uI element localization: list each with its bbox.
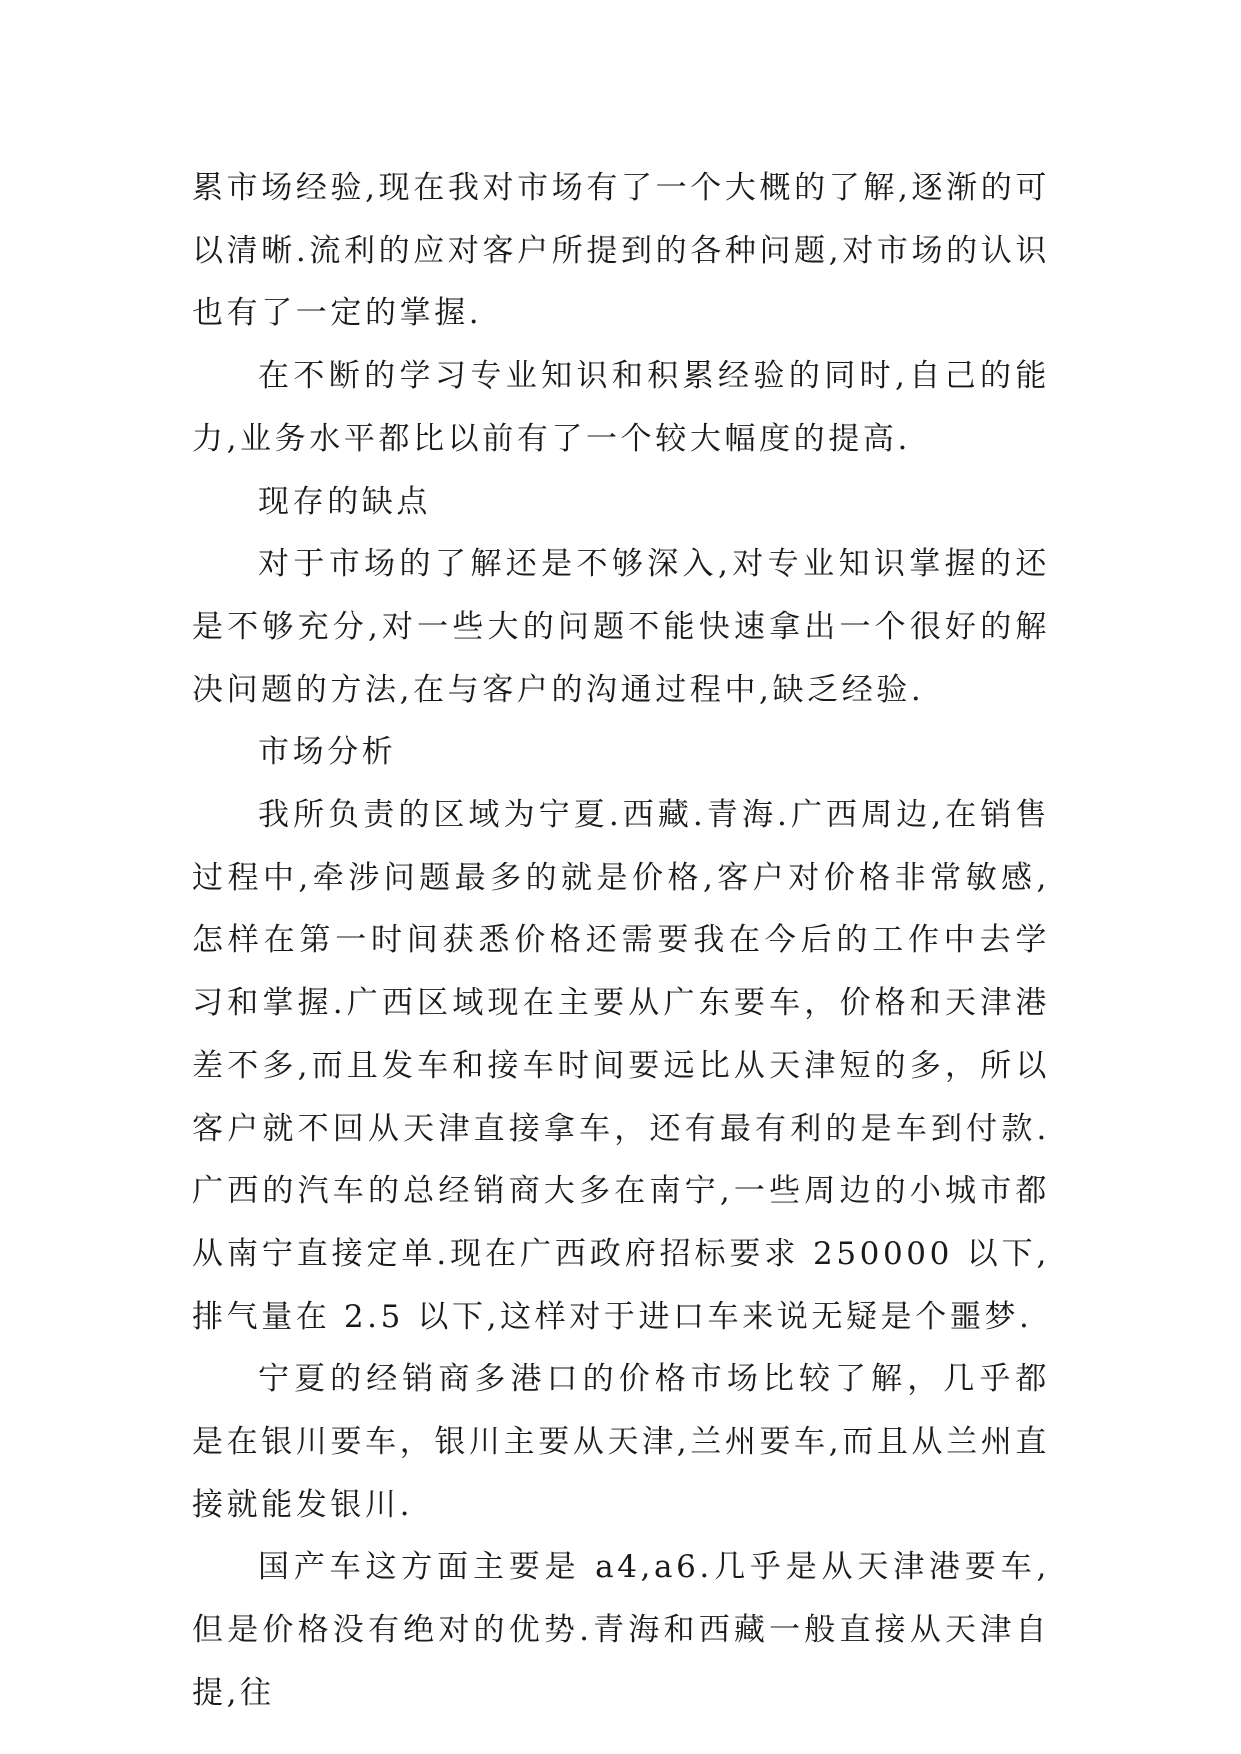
document-body (192, 157, 1050, 1725)
section-heading-shortcomings: 现存的缺点 (258, 483, 431, 520)
paragraph-domestic-cars: 国产车这方面主要是 a4,a6.几乎是从天津港要车,但是价格没有绝对的优势.青海和西藏一般直接从天津自提,往 (192, 1549, 1050, 1711)
paragraph-shortcomings: 对于市场的了解还是不够深入,对专业知识掌握的还是不够充分,对一些大的问题不能快速拿出一个很好的解决问题的方法,在与客户的沟通过程中,缺乏经验. (192, 546, 1050, 708)
paragraph-guangxi-region: 我所负责的区域为宁夏.西藏.青海.广西周边,在销售过程中,牵涉问题最多的就是价格,客户对价格非常敏感,怎样在第一时间获悉价格还需要我在今后的工作中去学习和掌握.广西区域现在主要从广东要车，价格和天津港差不多,而且发车和接车时间要远比从天津短的多，所以客户就不回从天津直接拿车，还有最有利的是车到付款.广西的汽车的总经销商大多在南宁,一些周边的小城市都从南宁直接定单.现在广西政府招标要求 250000 以下,排气量在 2.5 以下,这样对于进口车来说无疑是个噩梦. (192, 797, 1050, 1335)
paragraph-ningxia-region: 宁夏的经销商多港口的价格市场比较了解，几乎都是在银川要车，银川主要从天津,兰州要车,而且从兰州直接就能发银川. (192, 1361, 1050, 1523)
paragraph-ability-improvement: 在不断的学习专业知识和积累经验的同时,自己的能力,业务水平都比以前有了一个较大幅度的提高. (192, 358, 1050, 457)
section-heading-market-analysis: 市场分析 (258, 734, 397, 771)
paragraph-market-experience: 累市场经验,现在我对市场有了一个大概的了解,逐渐的可以清晰.流利的应对客户所提到的各种问题,对市场的认识也有了一定的掌握. (192, 170, 1050, 332)
